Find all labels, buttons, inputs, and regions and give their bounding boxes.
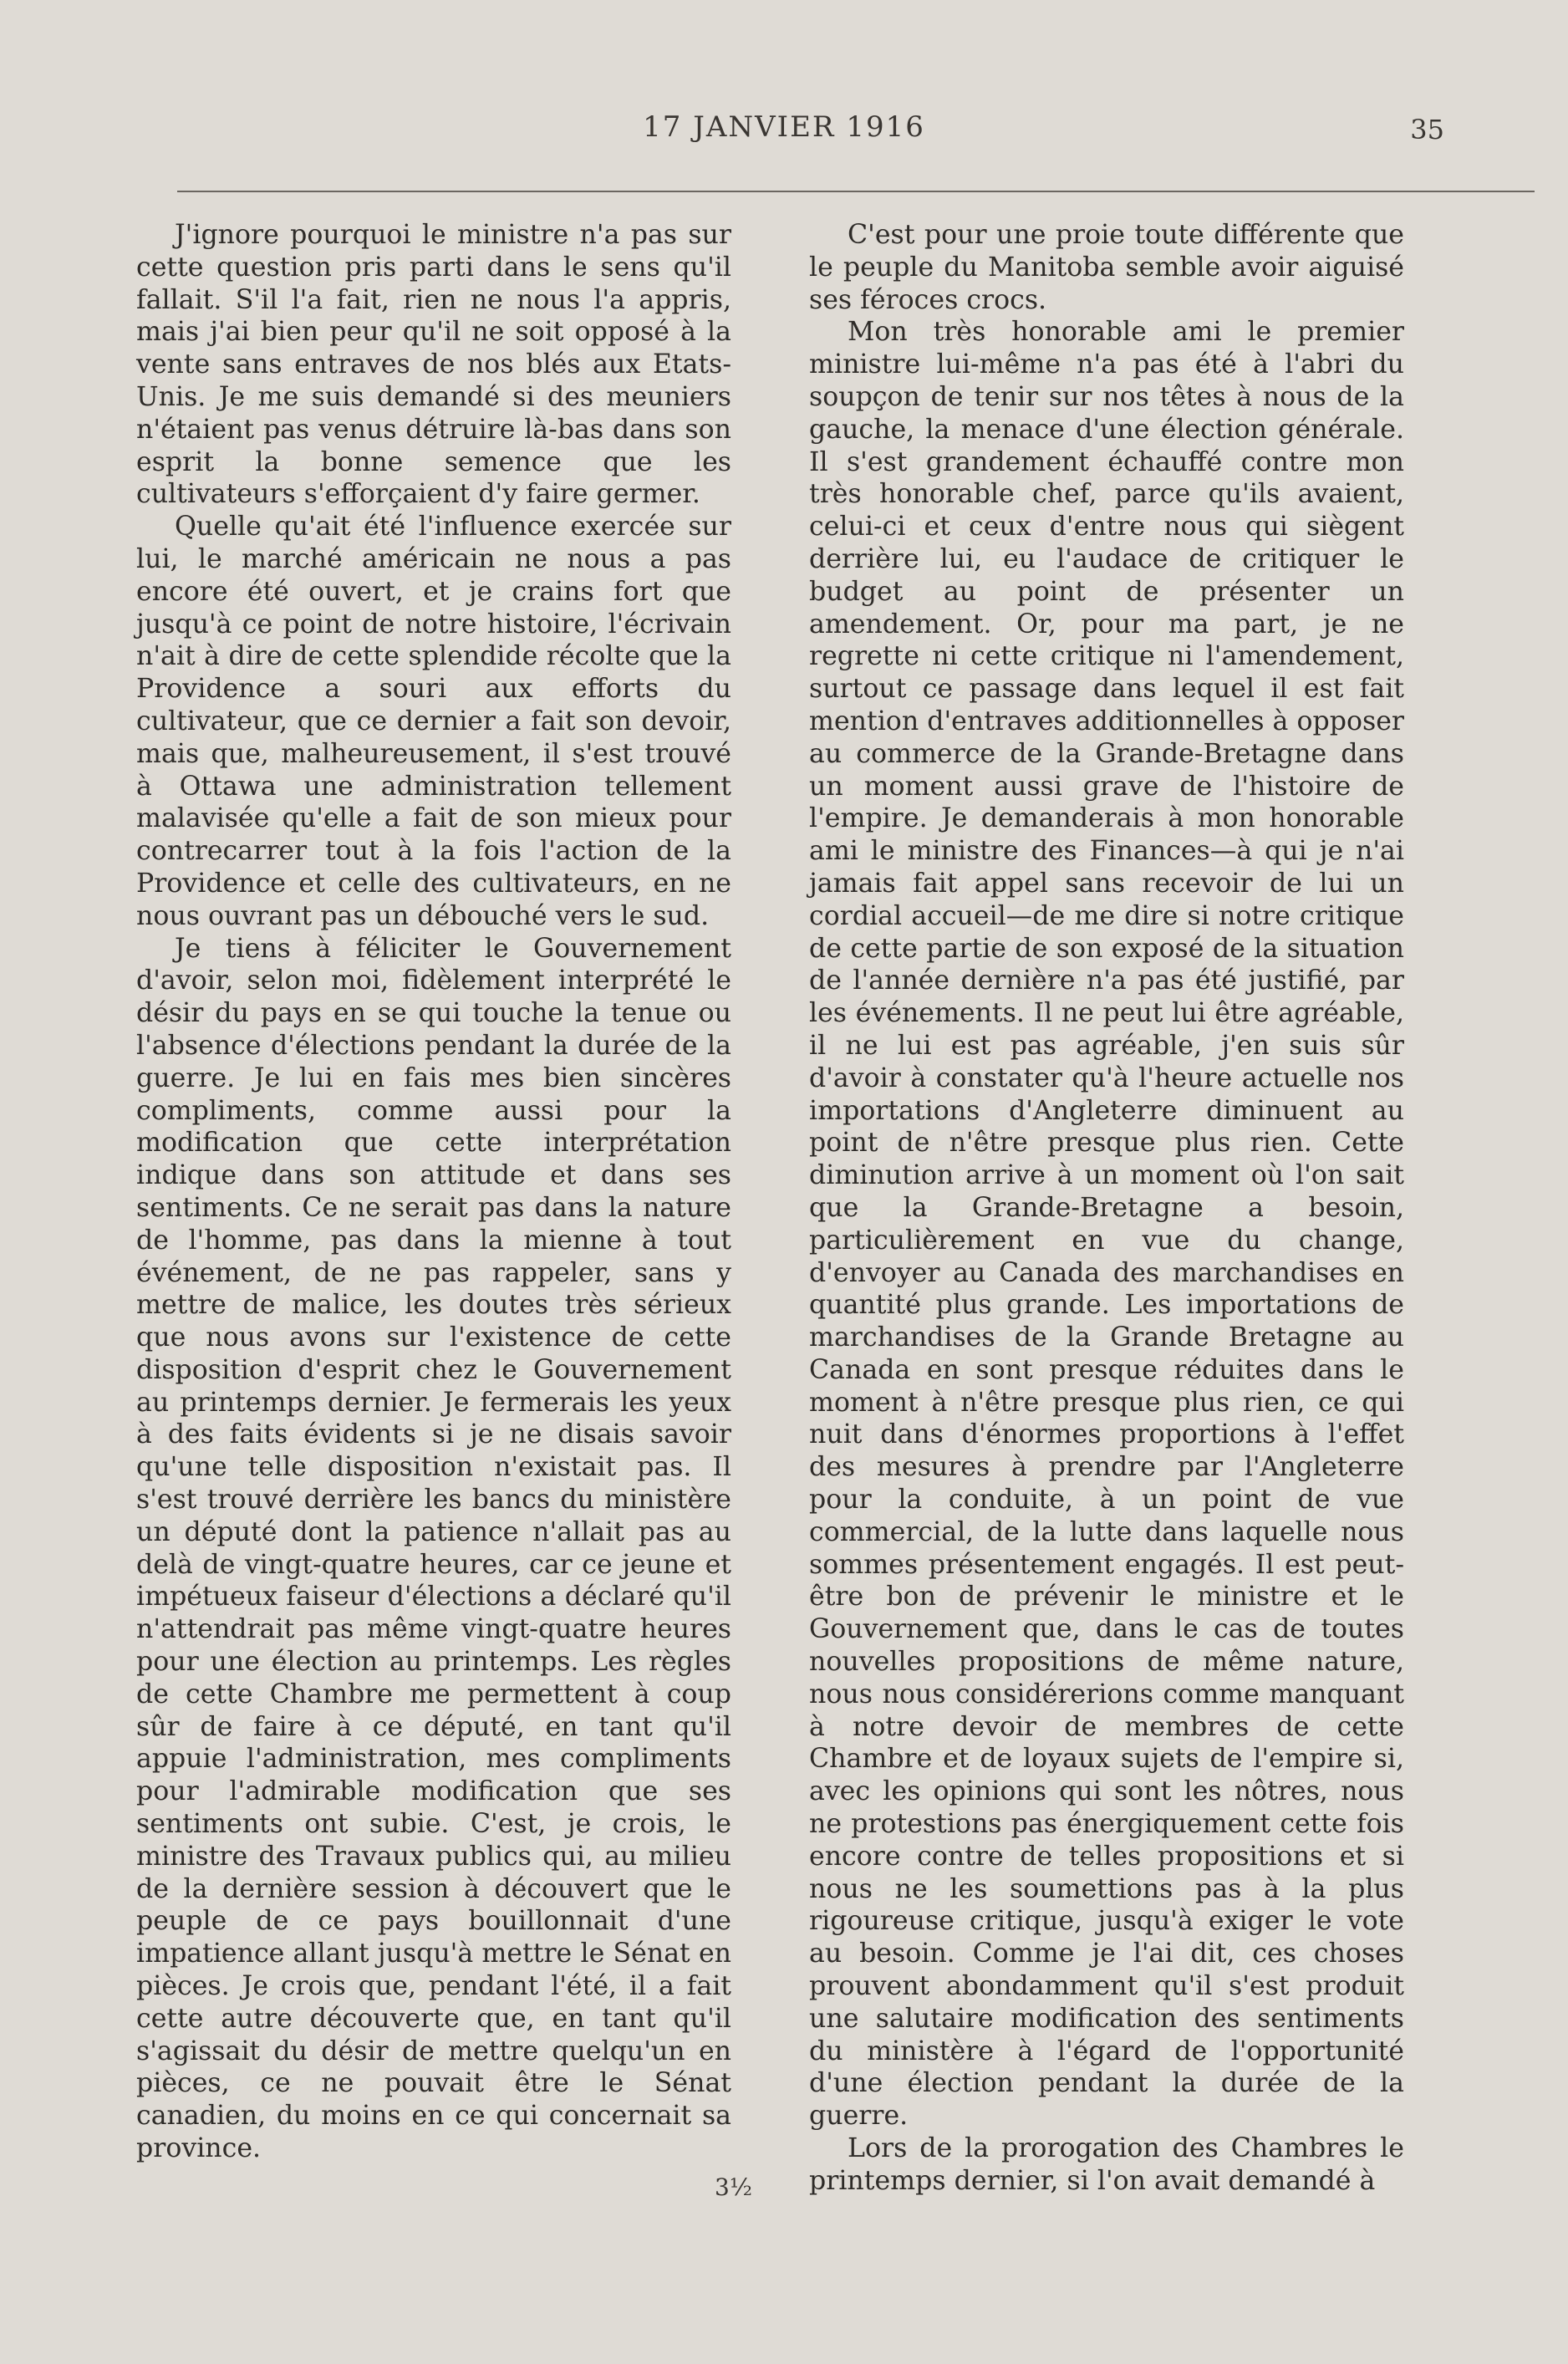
right-paragraph-1: C'est pour une proie toute différente que le peuple du Manitoba semble avoir aiguisé ses féroces crocs. xyxy=(809,220,1404,315)
left-paragraph-2: Quelle qu'ait été l'influence exercée sur lui, le marché américain ne nous a pas encore été ouvert, et je crains fort que jusqu'à ce point de notre histoire, l'écrivain n'ait à dire de cette splendide récolte que la Providence a souri aux efforts du cultivateur, que ce dernier a fait son devoir, mais que, malheureusement, il s'est trouvé à Ottawa une administration tellement malavisée qu'elle a fait de son mieux pour contrecarrer tout à la fois l'action de la Providence et celle des cultivateurs, en ne nous ouvrant pas un débouché vers le sud. xyxy=(136,512,731,931)
signature-mark: 3½ xyxy=(715,2173,752,2201)
right-paragraph-2: Mon très honorable ami le premier ministre lui-même n'a pas été à l'abri du soupçon de tenir sur nos têtes à nous de la gauche, la menace d'une élection générale. Il s'est grandement échauffé contre mon très honorable chef, parce qu'ils avaient, celui-ci et ceux d'entre nous qui siègent derrière lui, eu l'audace de critiquer le budget au point de présenter un amendement. Or, pour ma part, je ne regrette ni cette critique ni l'amendement, surtout ce passage dans lequel il est fait mention d'entraves additionnelles à opposer au commerce de la Grande-Bretagne dans un moment aussi grave de l'histoire de l'empire. Je demanderais à mon honorable ami le ministre des Finances—à qui je n'ai jamais fait appel sans recevoir de lui un cordial accueil—de me dire si notre critique de cette partie de son exposé de la situation de l'année dernière n'a pas été justifié, par les événements. Il ne peut lui être agréable, il ne lui est pas agréable, j'en suis sûr d'avoir à constater qu'à l'heure actuelle nos importations d'Angleterre diminuent au point de n'être presque plus rien. Cette diminution arrive à un moment où l'on sait que la Grande-Bretagne a besoin, particulièrement en vue du change, d'envoyer au Canada des marchandises en quantité plus grande. Les importations de marchandises de la Grande Bretagne au Canada en sont presque réduites dans le moment à n'être presque plus rien, ce qui nuit dans d'énormes proportions à l'effet des mesures à prendre par l'Angleterre pour la conduite, à un point de vue commercial, de la lutte dans laquelle nous sommes présentement engagés. Il est peut-être bon de prévenir le ministre et le Gouvernement que, dans le cas de toutes nouvelles propositions de même nature, nous nous considérerions comme manquant à notre devoir de membres de cette Chambre et de loyaux sujets de l'empire si, avec les opinions qui sont les nôtres, nous ne protestions pas énergiquement cette fois encore contre de telles propositions et si nous ne les soumettions pas à la plus rigoureuse critique, jusqu'à exiger le vote au besoin. Comme je l'ai dit, ces choses prouvent abondamment qu'il s'est produit une salutaire modification des sentiments du ministère à l'égard de l'opportunité d'une élection pendant la durée de la guerre. xyxy=(809,317,1404,2132)
running-header-date: 17 JANVIER 1916 xyxy=(643,110,925,144)
left-paragraph-1: J'ignore pourquoi le ministre n'a pas sur cette question pris parti dans le sens qu'il fallait. S'il l'a fait, rien ne nous l'a appris, mais j'ai bien peur qu'il ne soit opposé à la vente sans entraves de nos blés aux Etats-Unis. Je me suis demandé si des meuniers n'étaient pas venus détruire là-bas dans son esprit la bonne semence que les cultivateurs s'efforçaient d'y faire germer. xyxy=(136,220,731,510)
left-paragraph-3: Je tiens à féliciter le Gouvernement d'avoir, selon moi, fidèlement interprété le désir du pays en se qui touche la tenue ou l'absence d'élections pendant la durée de la guerre. Je lui en fais mes bien sincères compliments, comme aussi pour la modification que cette interprétation indique dans son attitude et dans ses sentiments. Ce ne serait pas dans la nature de l'homme, pas dans la mienne à tout événement, de ne pas rappeler, sans y mettre de malice, les doutes très sérieux que nous avons sur l'existence de cette disposition d'esprit chez le Gouvernement au printemps dernier. Je fermerais les yeux à des faits évidents si je ne disais savoir qu'une telle disposition n'existait pas. Il s'est trouvé derrière les bancs du ministère un député dont la patience n'allait pas au delà de vingt-quatre heures, car ce jeune et impétueux faiseur d'élections a déclaré qu'il n'attendrait pas même vingt-quatre heures pour une élection au printemps. Les règles de cette Chambre me permettent à coup sûr de faire à ce député, en tant qu'il appuie l'administration, mes compliments pour l'admirable modification que ses sentiments ont subie. C'est, je crois, le ministre des Travaux publics qui, au milieu de la dernière session à découvert que le peuple de ce pays bouillonnait d'une impatience allant jusqu'à mettre le Sénat en pièces. Je crois que, pendant l'été, il a fait cette autre découverte que, en tant qu'il s'agissait du désir de mettre quelqu'un en pièces, ce ne pouvait être le Sénat canadien, du moins en ce qui concernait sa province. xyxy=(136,933,731,2164)
page-number: 35 xyxy=(1410,114,1444,145)
header-rule xyxy=(177,191,1535,192)
right-column xyxy=(809,219,1404,2198)
right-paragraph-3: Lors de la prorogation des Chambres le printemps dernier, si l'on avait demandé à xyxy=(809,2133,1404,2196)
left-column xyxy=(136,219,731,2165)
